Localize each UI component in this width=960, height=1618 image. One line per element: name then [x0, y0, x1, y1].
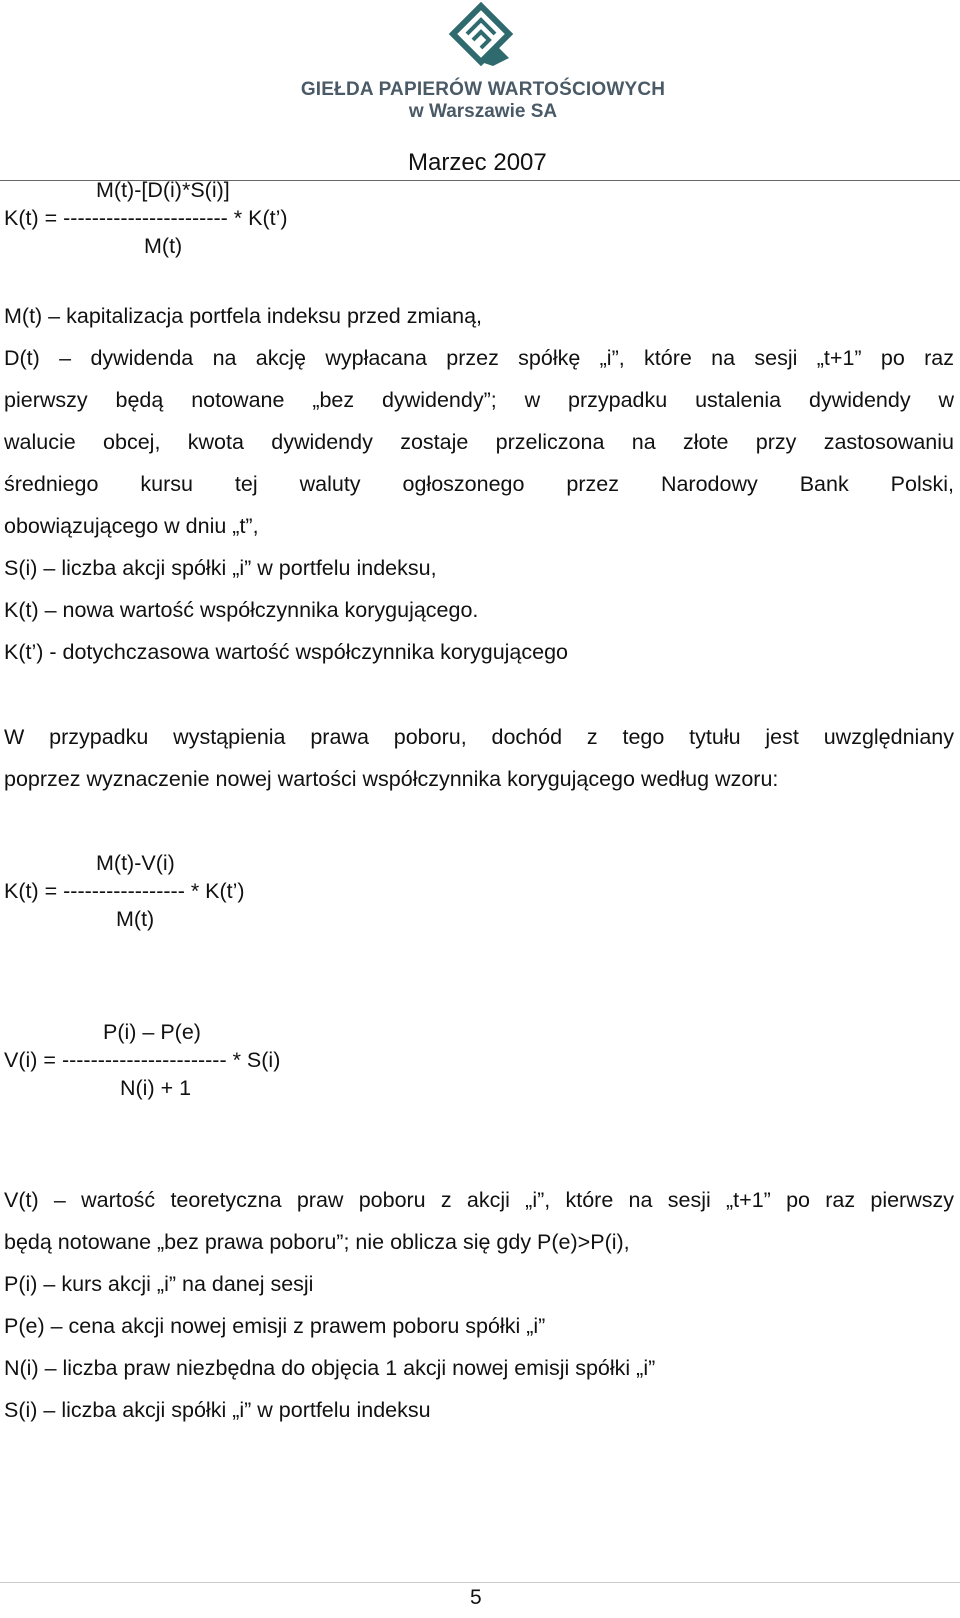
page-number: 5 — [470, 1586, 482, 1609]
formula2-denominator: M(t) — [116, 907, 155, 931]
formula3-main: V(i) = ----------------------- * S(i) — [4, 1048, 281, 1072]
logo-title: GIEŁDA PAPIERÓW WARTOŚCIOWYCH — [300, 79, 666, 100]
definition-line: D(t) – dywidenda na akcję wypłacana przez spółkę „i”, które na sesji „t+1” po raz — [4, 346, 954, 370]
definition-line: P(i) – kurs akcji „i” na danej sesji — [4, 1272, 314, 1296]
formula2-numerator: M(t)-V(i) — [96, 851, 175, 875]
definition-line: P(e) – cena akcji nowej emisji z prawem poboru spółki „i” — [4, 1314, 546, 1338]
definition-line: N(i) – liczba praw niezbędna do objęcia 1 akcji nowej emisji spółki „i” — [4, 1356, 656, 1380]
formula3-numerator: P(i) – P(e) — [103, 1020, 201, 1044]
formula1-main: K(t) = ----------------------- * K(t’) — [4, 206, 288, 230]
definition-line: pierwszy będą notowane „bez dywidendy”; w przypadku ustalenia dywidendy w — [4, 388, 954, 412]
definition-line: walucie obcej, kwota dywidendy zostaje przeliczona na złote przy zastosowaniu — [4, 430, 954, 454]
formula1-numerator: M(t)-[D(i)*S(i)] — [96, 178, 230, 202]
paragraph-line: poprzez wyznaczenie nowej wartości współczynnika korygującego według wzoru: — [4, 767, 779, 791]
definition-line: będą notowane „bez prawa poboru”; nie oblicza się gdy P(e)>P(i), — [4, 1230, 630, 1254]
formula2-main: K(t) = ----------------- * K(t’) — [4, 879, 245, 903]
definition-line: średniego kursu tej waluty ogłoszonego przez Narodowy Bank Polski, — [4, 472, 954, 496]
document-date: Marzec 2007 — [408, 149, 547, 176]
definition-line: K(t) – nowa wartość współczynnika korygującego. — [4, 598, 479, 622]
formula3-denominator: N(i) + 1 — [120, 1076, 192, 1100]
definition-line: S(i) – liczba akcji spółki „i” w portfelu indeksu, — [4, 556, 437, 580]
definition-line: M(t) – kapitalizacja portfela indeksu przed zmianą, — [4, 304, 482, 328]
definition-line: S(i) – liczba akcji spółki „i” w portfelu indeksu — [4, 1398, 431, 1422]
logo-mark-icon — [447, 2, 515, 68]
footer-divider — [0, 1582, 960, 1583]
definition-line: K(t’) - dotychczasowa wartość współczynnika korygującego — [4, 640, 569, 664]
definition-line: obowiązującego w dniu „t”, — [4, 514, 259, 538]
definition-line: V(t) – wartość teoretyczna praw poboru z akcji „i”, które na sesji „t+1” po raz pierwszy — [4, 1188, 954, 1212]
formula1-denominator: M(t) — [144, 234, 183, 258]
logo-subtitle: w Warszawie SA — [408, 101, 558, 122]
paragraph-line: W przypadku wystąpienia prawa poboru, dochód z tego tytułu jest uwzględniany — [4, 725, 954, 749]
